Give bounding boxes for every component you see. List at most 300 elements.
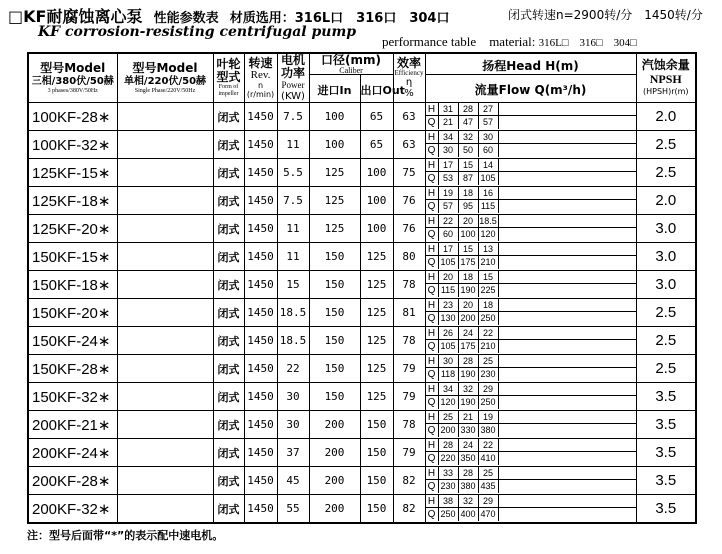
performance-table <box>27 52 697 524</box>
head-value: 15 <box>459 243 479 256</box>
model-3phase: 150KF-28∗ <box>28 355 117 383</box>
flow-value: 105 <box>439 256 459 269</box>
head-value: 29 <box>479 383 499 396</box>
head-spacer <box>499 327 636 340</box>
flow-label: Q <box>426 340 439 353</box>
flow-label: Q <box>426 256 439 269</box>
col-speed-en: Rev. <box>250 69 271 81</box>
inlet-value: 200 <box>309 467 360 495</box>
head-value: 34 <box>439 383 459 396</box>
perf-en-text: performance table material: <box>382 34 536 49</box>
npsh-value: 3.5 <box>636 495 696 524</box>
impeller-type: 闭式 <box>213 131 244 159</box>
head-value: 25 <box>479 467 499 480</box>
head-value: 20 <box>459 215 479 228</box>
outlet-value: 100 <box>360 215 393 243</box>
flow-label: Q <box>426 368 439 381</box>
model-1phase <box>117 131 213 159</box>
flow-value: 470 <box>479 508 499 521</box>
head-spacer <box>499 495 636 508</box>
title-en: KF corrosion-resisting centrifugal pump <box>38 24 357 40</box>
impeller-type: 闭式 <box>213 495 244 524</box>
impeller-type: 闭式 <box>213 187 244 215</box>
flow-value: 350 <box>459 452 479 465</box>
flow-value: 115 <box>439 284 459 297</box>
head-flow-grid <box>426 383 636 410</box>
model-1phase <box>117 215 213 243</box>
flow-value: 250 <box>479 312 499 325</box>
table-row <box>28 327 696 355</box>
power-value: 18.5 <box>277 327 309 355</box>
speed-value: 1450 <box>244 271 277 299</box>
model-1phase <box>117 187 213 215</box>
npsh-value: 2.5 <box>636 327 696 355</box>
head-value: 28 <box>459 355 479 368</box>
flow-value: 200 <box>439 424 459 437</box>
efficiency-value: 82 <box>393 495 425 524</box>
inlet-value: 150 <box>309 383 360 411</box>
model-1phase <box>117 495 213 524</box>
speed-value: 1450 <box>244 299 277 327</box>
flow-spacer <box>499 284 636 297</box>
inlet-value: 150 <box>309 243 360 271</box>
model-3phase: 150KF-20∗ <box>28 299 117 327</box>
impeller-type: 闭式 <box>213 439 244 467</box>
table-row <box>28 467 696 495</box>
flow-spacer <box>499 396 636 409</box>
head-value: 18.5 <box>479 216 497 226</box>
col-impeller-cn: 叶轮型式 <box>216 57 241 84</box>
col-npsh-unit: (HPSH)r(m) <box>643 87 689 96</box>
col-model3-sub: 三相/380伏/50赫 <box>31 76 114 87</box>
table-row <box>28 187 696 215</box>
flow-value: 380 <box>479 424 499 437</box>
performance-cell <box>425 383 636 411</box>
model-1phase <box>117 299 213 327</box>
head-value: 22 <box>479 327 499 340</box>
head-value: 24 <box>459 327 479 340</box>
power-value: 15 <box>277 271 309 299</box>
model-1phase <box>117 327 213 355</box>
head-value: 16 <box>479 187 499 200</box>
npsh-value: 3.5 <box>636 439 696 467</box>
power-value: 22 <box>277 355 309 383</box>
outlet-value: 65 <box>360 103 393 131</box>
inlet-value: 150 <box>309 327 360 355</box>
col-impeller <box>213 53 244 103</box>
head-value: 20 <box>459 299 479 312</box>
model-3phase: 125KF-20∗ <box>28 215 117 243</box>
col-speed-unit: n (r/min) <box>246 81 275 99</box>
flow-spacer <box>499 312 636 325</box>
flow-label: Q <box>426 312 439 325</box>
efficiency-value: 63 <box>393 103 425 131</box>
flow-spacer <box>499 452 636 465</box>
performance-cell <box>425 327 636 355</box>
model-3phase: 125KF-18∗ <box>28 187 117 215</box>
efficiency-value: 63 <box>393 131 425 159</box>
power-value: 11 <box>277 215 309 243</box>
table-row <box>28 383 696 411</box>
npsh-value: 3.5 <box>636 383 696 411</box>
efficiency-value: 79 <box>393 383 425 411</box>
head-label: H <box>426 187 439 200</box>
flow-label: Q <box>426 172 439 185</box>
flow-value: 50 <box>459 144 479 157</box>
flow-value: 435 <box>479 480 499 493</box>
flow-value: 220 <box>439 452 459 465</box>
flow-label: Q <box>426 396 439 409</box>
head-spacer <box>499 411 636 424</box>
col-model1-sub: 单相/220伏/50赫 <box>123 76 207 87</box>
head-flow-grid <box>426 243 636 270</box>
inlet-value: 150 <box>309 271 360 299</box>
flow-spacer <box>499 144 636 157</box>
head-flow-grid <box>426 159 636 186</box>
header-row-1 <box>28 53 696 75</box>
speed-value: 1450 <box>244 243 277 271</box>
head-spacer <box>499 215 636 228</box>
model-1phase <box>117 439 213 467</box>
flow-value: 21 <box>439 116 459 129</box>
head-value: 13 <box>479 243 499 256</box>
model-1phase <box>117 383 213 411</box>
flow-value: 200 <box>459 312 479 325</box>
outlet-value: 125 <box>360 355 393 383</box>
head-value: 28 <box>459 103 479 116</box>
table-row <box>28 439 696 467</box>
head-value: 25 <box>479 355 499 368</box>
outlet-value: 150 <box>360 467 393 495</box>
head-spacer <box>499 159 636 172</box>
table-row <box>28 355 696 383</box>
head-value: 18 <box>479 299 499 312</box>
head-value: 32 <box>459 383 479 396</box>
model-3phase: 150KF-15∗ <box>28 243 117 271</box>
head-value: 18 <box>459 271 479 284</box>
efficiency-value: 81 <box>393 299 425 327</box>
power-value: 7.5 <box>277 103 309 131</box>
head-value: 19 <box>439 187 459 200</box>
footnote: 注：型号后面带“*”的表示配中速电机。 <box>27 529 224 542</box>
model-3phase: 150KF-18∗ <box>28 271 117 299</box>
col-eff-cn: 效率 <box>397 56 422 70</box>
table-row <box>28 131 696 159</box>
model-1phase <box>117 159 213 187</box>
power-value: 18.5 <box>277 299 309 327</box>
flow-value: 105 <box>479 172 499 185</box>
npsh-value: 3.0 <box>636 271 696 299</box>
col-speed-cn: 转速 <box>248 56 273 70</box>
outlet-value: 125 <box>360 327 393 355</box>
head-label: H <box>426 411 439 424</box>
inlet-value: 125 <box>309 159 360 187</box>
flow-value: 30 <box>439 144 459 157</box>
table-row <box>28 299 696 327</box>
head-flow-grid <box>426 327 636 354</box>
flow-value: 175 <box>459 256 479 269</box>
head-value: 38 <box>439 495 459 508</box>
col-model3-cn: 型号Model <box>40 61 106 75</box>
table-row <box>28 215 696 243</box>
flow-value: 115 <box>479 200 499 213</box>
head-flow-grid <box>426 271 636 298</box>
impeller-type: 闭式 <box>213 383 244 411</box>
model-3phase: 100KF-32∗ <box>28 131 117 159</box>
flow-label: Q <box>426 480 439 493</box>
flow-value: 190 <box>459 284 479 297</box>
perf-title-en <box>382 31 637 50</box>
table-row <box>28 159 696 187</box>
npsh-value: 2.0 <box>636 103 696 131</box>
power-value: 11 <box>277 243 309 271</box>
power-value: 37 <box>277 439 309 467</box>
col-power-unit: (KW) <box>281 91 305 102</box>
head-flow-grid <box>426 411 636 438</box>
power-value: 5.5 <box>277 159 309 187</box>
table-row <box>28 243 696 271</box>
npsh-value: 3.5 <box>636 467 696 495</box>
col-model-3phase <box>28 53 117 103</box>
performance-cell <box>425 299 636 327</box>
head-spacer <box>499 103 636 116</box>
outlet-value: 125 <box>360 299 393 327</box>
head-label: H <box>426 103 439 116</box>
performance-cell <box>425 439 636 467</box>
head-value: 30 <box>439 355 459 368</box>
col-caliber <box>309 53 393 75</box>
flow-value: 120 <box>439 396 459 409</box>
flow-value: 47 <box>459 116 479 129</box>
head-value: 25 <box>439 411 459 424</box>
flow-spacer <box>499 116 636 129</box>
npsh-value: 2.5 <box>636 299 696 327</box>
power-value: 7.5 <box>277 187 309 215</box>
head-flow-grid <box>426 131 636 158</box>
head-value: 27 <box>479 103 499 116</box>
npsh-value: 3.0 <box>636 215 696 243</box>
head-value: 26 <box>439 327 459 340</box>
impeller-type: 闭式 <box>213 215 244 243</box>
col-head <box>425 53 636 75</box>
head-flow-grid <box>426 439 636 466</box>
efficiency-value: 78 <box>393 411 425 439</box>
flow-label: Q <box>426 228 439 241</box>
head-spacer <box>499 131 636 144</box>
model-1phase <box>117 467 213 495</box>
table-row <box>28 495 696 524</box>
speed-value: 1450 <box>244 411 277 439</box>
col-outlet-label: 出口Out <box>360 84 405 97</box>
power-value: 30 <box>277 411 309 439</box>
col-model3-en: 3 phases/380V/50Hz <box>47 88 98 94</box>
flow-value: 210 <box>479 340 499 353</box>
impeller-type: 闭式 <box>213 243 244 271</box>
inlet-value: 150 <box>309 355 360 383</box>
efficiency-value: 76 <box>393 187 425 215</box>
table-body <box>28 103 696 524</box>
head-value: 14 <box>479 159 499 172</box>
speed-value: 1450 <box>244 103 277 131</box>
power-value: 11 <box>277 131 309 159</box>
speed-value: 1450 <box>244 495 277 524</box>
head-label: H <box>426 439 439 452</box>
inlet-value: 125 <box>309 215 360 243</box>
model-3phase: 150KF-32∗ <box>28 383 117 411</box>
impeller-type: 闭式 <box>213 159 244 187</box>
head-value: 22 <box>479 439 499 452</box>
performance-cell <box>425 355 636 383</box>
speed-value: 1450 <box>244 215 277 243</box>
head-flow-grid <box>426 467 636 494</box>
head-label: H <box>426 467 439 480</box>
model-3phase: 100KF-28∗ <box>28 103 117 131</box>
inlet-value: 200 <box>309 439 360 467</box>
col-eff-unit: η % <box>404 77 414 99</box>
power-value: 30 <box>277 383 309 411</box>
model-3phase: 200KF-28∗ <box>28 467 117 495</box>
efficiency-value: 82 <box>393 467 425 495</box>
head-value: 24 <box>459 439 479 452</box>
flow-spacer <box>499 172 636 185</box>
flow-label: Q <box>426 144 439 157</box>
col-power-cn: 电机功率 <box>280 53 305 80</box>
head-label: H <box>426 383 439 396</box>
head-label: H <box>426 159 439 172</box>
flow-value: 53 <box>439 172 459 185</box>
impeller-type: 闭式 <box>213 103 244 131</box>
outlet-value: 125 <box>360 271 393 299</box>
efficiency-value: 79 <box>393 439 425 467</box>
col-impeller-en: Form of impeller <box>218 84 239 97</box>
head-value: 23 <box>439 299 459 312</box>
model-1phase <box>117 271 213 299</box>
outlet-value: 125 <box>360 243 393 271</box>
flow-value: 57 <box>439 200 459 213</box>
head-spacer <box>499 383 636 396</box>
efficiency-value: 78 <box>393 327 425 355</box>
efficiency-value: 75 <box>393 159 425 187</box>
head-label: H <box>426 271 439 284</box>
col-head-label: 扬程Head H(m) <box>482 58 579 73</box>
flow-value: 95 <box>459 200 479 213</box>
col-speed <box>244 53 277 103</box>
col-flow-label: 流量Flow Q(m³/h) <box>474 83 587 97</box>
efficiency-value: 76 <box>393 215 425 243</box>
col-npsh <box>636 53 696 103</box>
speed-note: 闭式转速n=2900转/分 1450转/分 <box>508 8 703 22</box>
flow-value: 410 <box>479 452 499 465</box>
head-label: H <box>426 131 439 144</box>
head-flow-grid <box>426 103 636 130</box>
head-spacer <box>499 243 636 256</box>
model-3phase: 150KF-24∗ <box>28 327 117 355</box>
head-value: 15 <box>479 271 499 284</box>
flow-value: 175 <box>459 340 479 353</box>
title-cn-text: KF耐腐蚀离心泵 <box>23 7 143 26</box>
performance-cell <box>425 243 636 271</box>
inlet-value: 200 <box>309 495 360 524</box>
head-spacer <box>499 271 636 284</box>
inlet-value: 100 <box>309 131 360 159</box>
impeller-type: 闭式 <box>213 327 244 355</box>
head-spacer <box>499 439 636 452</box>
head-flow-grid <box>426 187 636 214</box>
table-row <box>28 411 696 439</box>
head-label: H <box>426 215 439 228</box>
model-1phase <box>117 103 213 131</box>
speed-value: 1450 <box>244 187 277 215</box>
flow-label: Q <box>426 116 439 129</box>
head-value: 15 <box>459 159 479 172</box>
flow-value: 225 <box>479 284 499 297</box>
col-model-1phase <box>117 53 213 103</box>
npsh-value: 2.5 <box>636 355 696 383</box>
head-value: 28 <box>459 467 479 480</box>
inlet-value: 150 <box>309 299 360 327</box>
speed-value: 1450 <box>244 159 277 187</box>
flow-spacer <box>499 200 636 213</box>
performance-cell <box>425 159 636 187</box>
head-value: 21 <box>459 411 479 424</box>
head-value: 20 <box>439 271 459 284</box>
outlet-value: 150 <box>360 495 393 524</box>
flow-value: 105 <box>439 340 459 353</box>
material-en: 316L□ 316□ 304□ <box>538 37 637 49</box>
head-value: 28 <box>439 439 459 452</box>
col-inlet <box>309 75 360 103</box>
flow-value: 230 <box>439 480 459 493</box>
head-label: H <box>426 243 439 256</box>
flow-value: 57 <box>479 116 499 129</box>
efficiency-value: 80 <box>393 243 425 271</box>
performance-cell <box>425 411 636 439</box>
speed-value: 1450 <box>244 327 277 355</box>
outlet-value: 150 <box>360 411 393 439</box>
flow-value: 250 <box>479 396 499 409</box>
outlet-value: 125 <box>360 383 393 411</box>
flow-value: 87 <box>459 172 479 185</box>
performance-cell <box>425 103 636 131</box>
flow-spacer <box>499 480 636 493</box>
head-value: 31 <box>439 103 459 116</box>
flow-value: 230 <box>479 368 499 381</box>
model-3phase: 125KF-15∗ <box>28 159 117 187</box>
outlet-value: 150 <box>360 439 393 467</box>
flow-spacer <box>499 256 636 269</box>
flow-value: 250 <box>439 508 459 521</box>
speed-value: 1450 <box>244 383 277 411</box>
model-3phase: 200KF-32∗ <box>28 495 117 524</box>
col-eff-en: Efficiency <box>394 69 424 77</box>
col-caliber-en: Caliber <box>339 66 363 75</box>
flow-value: 380 <box>459 480 479 493</box>
outlet-value: 100 <box>360 159 393 187</box>
table-row <box>28 103 696 131</box>
title-table-text: 性能参数表 <box>153 11 219 26</box>
table-row <box>28 271 696 299</box>
npsh-value: 3.5 <box>636 411 696 439</box>
speed-value: 1450 <box>244 355 277 383</box>
flow-value: 210 <box>479 256 499 269</box>
flow-value: 190 <box>459 368 479 381</box>
power-value: 45 <box>277 467 309 495</box>
npsh-value: 2.0 <box>636 187 696 215</box>
speed-value: 1450 <box>244 467 277 495</box>
col-model1-cn: 型号Model <box>132 61 198 75</box>
model-1phase <box>117 355 213 383</box>
flow-value: 60 <box>439 228 459 241</box>
